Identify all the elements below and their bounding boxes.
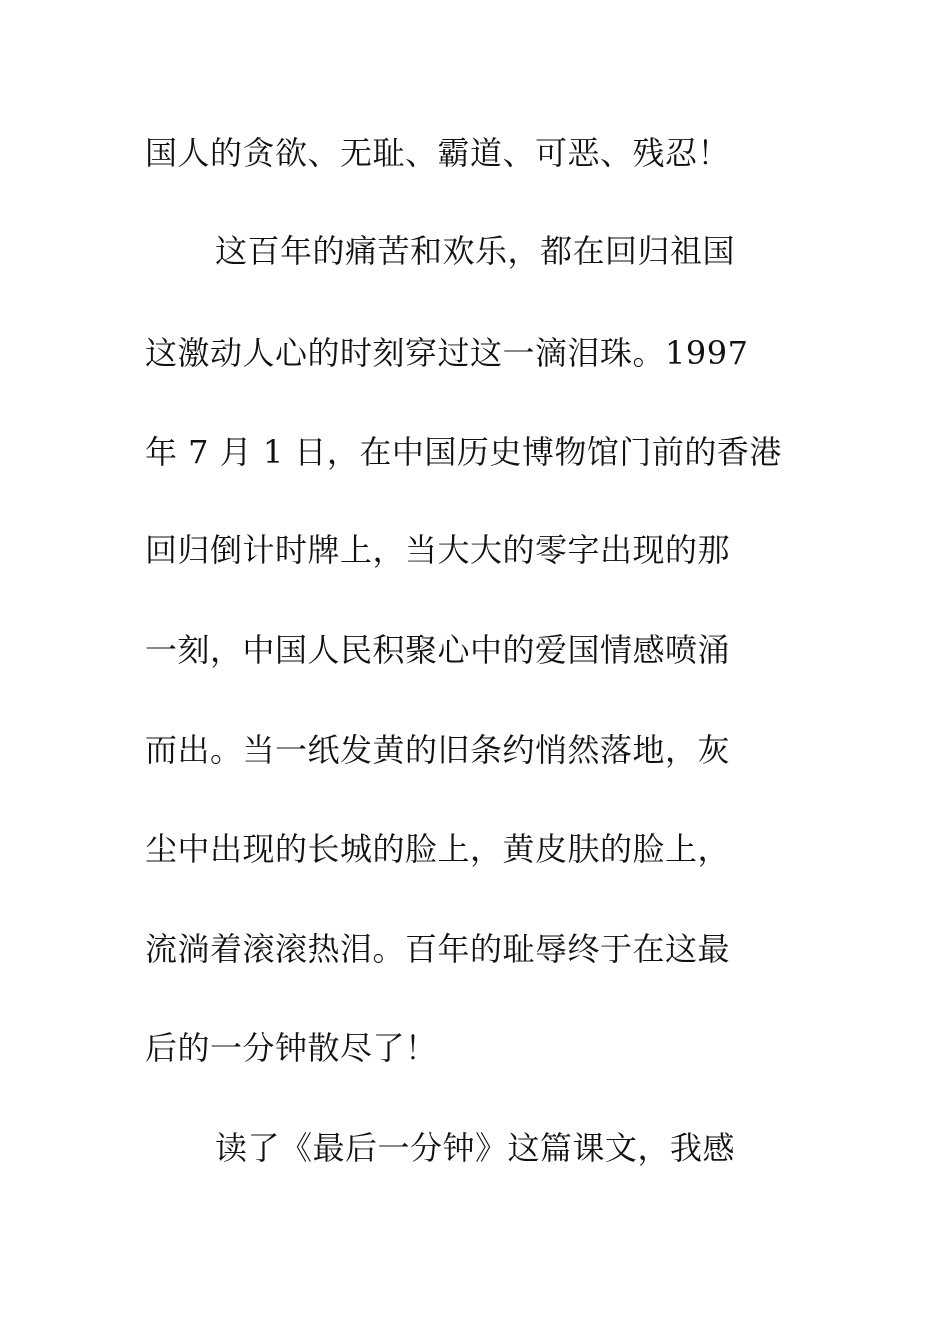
text-line-6: 一刻，中国人民积聚心中的爱国情感喷涌: [145, 631, 731, 669]
text-line-1: 国人的贪欲、无耻、霸道、可恶、残忍！: [145, 134, 731, 172]
text-line-4: 年 7 月 1 日，在中国历史博物馆门前的香港: [145, 433, 782, 471]
text-line-10: 后的一分钟散尽了！: [145, 1029, 438, 1067]
text-line-7: 而出。当一纸发黄的旧条约悄然落地，灰: [145, 731, 731, 769]
text-line-3: 这激动人心的时刻穿过这一滴泪珠。1997: [145, 334, 749, 372]
text-line-8: 尘中出现的长城的脸上，黄皮肤的脸上，: [145, 830, 731, 868]
text-line-2: 这百年的痛苦和欢乐，都在回归祖国: [215, 232, 736, 270]
text-line-9: 流淌着滚滚热泪。百年的耻辱终于在这最: [145, 930, 731, 968]
text-line-11: 读了《最后一分钟》这篇课文，我感: [215, 1129, 736, 1167]
text-line-5: 回归倒计时牌上，当大大的零字出现的那: [145, 531, 731, 569]
